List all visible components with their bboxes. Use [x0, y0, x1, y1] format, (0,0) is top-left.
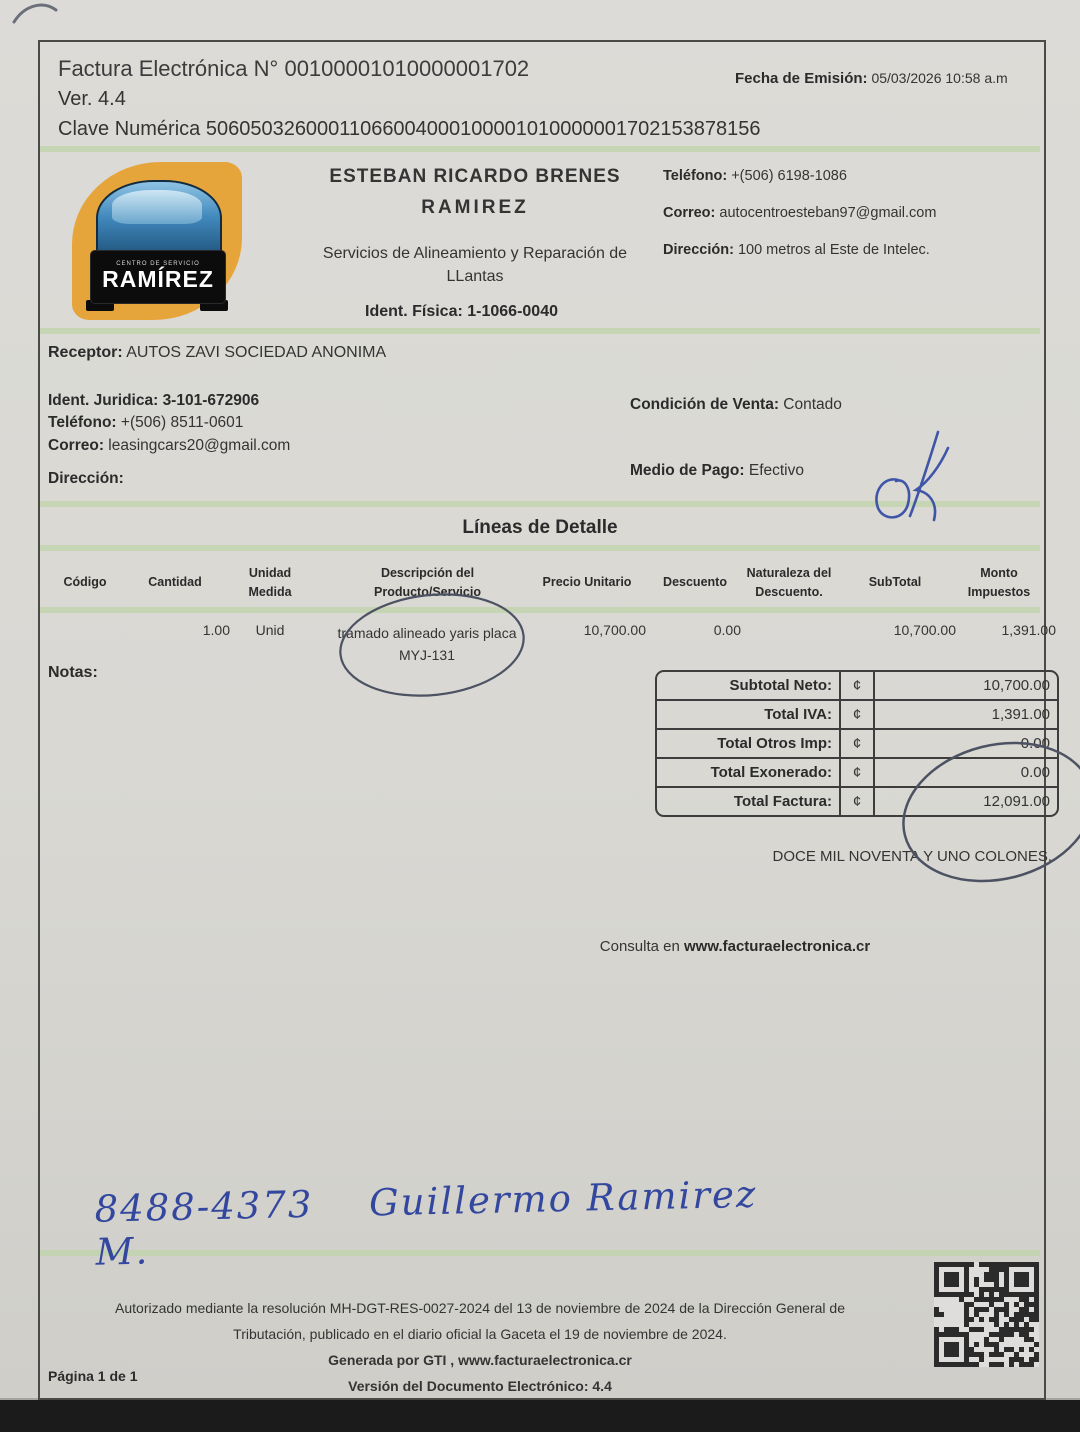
receptor-phone: [48, 412, 290, 434]
emitter-email-value: autocentroesteban97@gmail.com: [719, 205, 937, 221]
separator-band: [40, 501, 1040, 507]
sale-condition-value: Contado: [783, 396, 842, 413]
emitter-address-label: Dirección:: [663, 242, 734, 258]
page-number: Página 1 de 1: [48, 1368, 138, 1384]
sale-condition-label: Condición de Venta:: [630, 396, 779, 413]
col-header-descuento: Descuento: [663, 575, 727, 590]
footer-auth-line1: Autorizado mediante la resolución MH-DGT-RES-0027-2024 del 13 de noviembre de 2024 de la Dirección General de: [115, 1300, 845, 1316]
footer: [80, 1296, 880, 1400]
emitter-email-label: Correo:: [663, 205, 716, 221]
col-header-unidad: Unidad Medida: [248, 565, 292, 599]
logo-subtext: CENTRO DE SERVICIO: [116, 261, 200, 268]
totals-table: [655, 670, 1059, 817]
emitter-ident-value: 1-1066-0040: [467, 303, 558, 320]
currency-symbol: ¢: [841, 728, 875, 757]
invoice-title: [58, 56, 529, 82]
totals-value: 10,700.00: [983, 677, 1050, 694]
totals-value: 1,391.00: [875, 699, 1057, 728]
clave-label: Clave Numérica: [58, 118, 201, 140]
totals-row-total-factura: [657, 786, 1057, 815]
currency-symbol: ¢: [841, 699, 875, 728]
receptor-ident: [48, 390, 290, 412]
emitter-name: [300, 166, 650, 219]
consulta-line: [560, 938, 910, 955]
cell-impuestos: 1,391.00: [1001, 622, 1056, 638]
totals-row-iva: [657, 699, 1057, 728]
totals-label: Subtotal Neto:: [657, 672, 841, 699]
totals-label: Total Factura:: [657, 786, 841, 815]
emitter-name-line2: RAMIREZ: [421, 197, 529, 218]
totals-value: 12,091.00: [875, 786, 1057, 815]
receptor-details: [48, 390, 290, 457]
logo-car-windshield: [112, 190, 202, 224]
receptor-address: [48, 470, 124, 488]
emitter-address-value: 100 metros al Este de Intelec.: [737, 242, 930, 258]
handwritten-note: [94, 1172, 776, 1273]
cell-precio: 10,700.00: [583, 622, 646, 638]
payment-method: [630, 462, 804, 480]
totals-row-subtotal: [657, 672, 1057, 699]
payment-method-value: Efectivo: [748, 462, 804, 479]
photo-dark-background: [0, 1400, 1080, 1432]
invoice-version: Ver. 4.4: [58, 88, 126, 110]
emitter-address: [663, 242, 936, 258]
receptor-label: Receptor:: [48, 344, 123, 361]
separator-band: [40, 146, 1040, 152]
footer-generated-by: Generada por GTI , www.facturaelectronica.cr: [328, 1351, 632, 1368]
emitter-phone-label: Teléfono:: [663, 168, 728, 184]
col-header-impuestos: Monto Impuestos: [967, 565, 1031, 599]
cell-descripcion-line2: MYJ-131: [398, 647, 456, 664]
emitter-ident: [365, 303, 558, 321]
currency-symbol: ¢: [841, 672, 875, 699]
emitter-phone: [663, 168, 936, 184]
handwritten-phone: 8488-4373: [94, 1182, 314, 1231]
totals-value: 0.00: [875, 728, 1057, 757]
currency-symbol: ¢: [841, 786, 875, 815]
receptor-email-value: leasingcars20@gmail.com: [108, 436, 291, 454]
receptor-ident-value: 3-101-672906: [162, 392, 260, 409]
amount-in-words: DOCE MIL NOVENTA Y UNO COLONES.: [772, 848, 1052, 865]
col-header-precio: Precio Unitario: [542, 575, 632, 590]
totals-row-exonerado: [657, 757, 1057, 786]
cell-cantidad: 1.00: [202, 622, 230, 638]
logo-nameplate: [90, 250, 226, 304]
company-logo: [72, 162, 242, 320]
totals-label: Total Otros Imp:: [657, 728, 841, 757]
clave-value: 50605032600011066004000100001010000001702153878156: [205, 118, 761, 140]
emitter-name-line1: ESTEBAN RICARDO BRENES: [329, 166, 621, 187]
totals-row-otros: [657, 728, 1057, 757]
emitter-contact: [663, 168, 936, 279]
notes-label: Notas:: [48, 664, 98, 681]
cell-descripcion-line1: tramado alineado yaris placa: [337, 625, 517, 641]
cell-descuento: 0.00: [713, 622, 741, 638]
col-header-descripcion: Descripción del Producto/Servicio: [374, 565, 481, 599]
emission-date: [735, 70, 1008, 87]
emitter-services: Servicios de Alineamiento y Reparación de LLantas: [322, 245, 628, 286]
receptor-address-label: Dirección:: [48, 470, 124, 487]
separator-band: [40, 545, 1040, 551]
cell-subtotal: 10,700.00: [893, 622, 956, 638]
receptor-name: AUTOS ZAVI SOCIEDAD ANONIMA: [126, 344, 387, 361]
col-header-naturaleza: Naturaleza del Descuento.: [746, 565, 832, 599]
logo-text: RAMÍREZ: [102, 266, 214, 293]
invoice-title-label: Factura Electrónica N°: [58, 56, 279, 81]
clave-numerica: [58, 118, 761, 141]
receptor-name-line: [48, 344, 386, 362]
emission-date-label: Fecha de Emisión:: [735, 70, 868, 87]
emitter-phone-value: +(506) 6198-1086: [731, 168, 847, 184]
payment-method-label: Medio de Pago:: [630, 462, 745, 479]
receptor-ident-label: Ident. Juridica:: [48, 392, 159, 409]
totals-label: Total IVA:: [657, 699, 841, 728]
sale-condition: [630, 396, 842, 414]
footer-auth-line2: Tributación, publicado en el diario oficial la Gaceta el 19 de noviembre de 2024.: [233, 1325, 727, 1342]
cell-unidad: Unid: [255, 622, 285, 638]
emission-date-value: 05/03/2026 10:58 a.m: [871, 70, 1008, 86]
emitter-ident-label: Ident. Física:: [365, 303, 463, 320]
receptor-phone-value: +(506) 8511-0601: [120, 414, 244, 432]
totals-label: Total Exonerado:: [657, 757, 841, 786]
currency-symbol: ¢: [841, 757, 875, 786]
emitter-email: [663, 205, 936, 221]
consulta-prefix: Consulta en: [599, 938, 680, 955]
separator-band: [40, 328, 1040, 334]
cell-descripcion: [337, 622, 517, 667]
totals-value: 0.00: [875, 757, 1057, 786]
footer-doc-version: Versión del Documento Electrónico: 4.4: [348, 1377, 612, 1394]
lines-title: Líneas de Detalle: [462, 517, 618, 538]
receptor-email: [48, 435, 290, 457]
consulta-url: www.facturaelectronica.cr: [684, 938, 871, 955]
col-header-codigo: Código: [63, 575, 107, 590]
receptor-email-label: Correo:: [48, 436, 104, 454]
handwritten-signature: Guillermo Ramirez M.: [95, 1172, 758, 1274]
qr-code: [934, 1262, 1039, 1367]
invoice-number: 00100001010000001702: [284, 56, 530, 81]
receptor-phone-label: Teléfono:: [48, 414, 117, 432]
col-header-subtotal: SubTotal: [868, 575, 922, 590]
col-header-cantidad: Cantidad: [148, 575, 202, 590]
